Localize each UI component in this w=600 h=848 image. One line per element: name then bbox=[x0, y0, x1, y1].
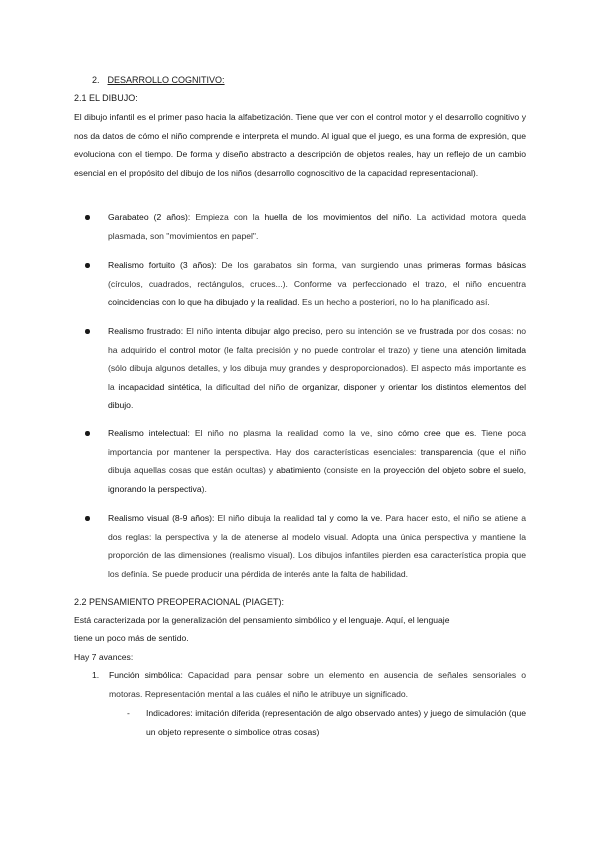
bullet-text: El niño bbox=[183, 326, 216, 336]
bullet-highlight: abatimiento bbox=[276, 465, 321, 476]
bullet-highlight: huella de los movimientos del niño bbox=[264, 212, 410, 222]
bullet-icon bbox=[85, 263, 90, 268]
bullet-text: El niño no plasma la realidad como la ve, sino bbox=[189, 428, 398, 438]
section-number: 2. bbox=[92, 75, 100, 85]
paragraph-line: Está caracterizada por la generalización del pensamiento simbólico y el lenguaje. Aquí, el lenguaje bbox=[74, 615, 450, 625]
dash-text: Indicadores: imitación diferida (representación de algo observado antes) y juego de simulación (que un objeto represente o simbolice otras cosas) bbox=[146, 708, 526, 737]
bullet-text: . Es un hecho a posteriori, no lo ha planificado así. bbox=[297, 297, 490, 308]
bullet-icon bbox=[85, 329, 90, 334]
list-item bbox=[85, 256, 526, 312]
bullet-label: Realismo visual (8-9 años): bbox=[108, 513, 215, 523]
bullet-icon bbox=[85, 516, 90, 521]
bullet-text: . Tiene poca importancia por mantener la perspectiva. Hay dos características esenciales: bbox=[108, 428, 527, 457]
list-item bbox=[85, 208, 526, 245]
item-number: 1. bbox=[92, 670, 100, 680]
bullet-text: (que el niño dibuja aquellas cosas que están ocultas) y bbox=[108, 446, 526, 476]
bullet-text: (consiste en la bbox=[320, 465, 384, 476]
section-title: DESARROLLO COGNITIVO: bbox=[107, 75, 225, 85]
bullet-label: Realismo intelectual: bbox=[108, 428, 190, 438]
bullet-text: (le falta precisión y no puede controlar el trazo) y tiene una bbox=[220, 344, 461, 355]
bullet-highlight: organizar, disponer y orientar los distintos elementos del dibujo bbox=[108, 381, 526, 411]
item-text: : Capacidad para pensar sobre un elemento en ausencia de señales sensoriales o motoras. Representación mental a las cuáles el niño le atribuye un significado. bbox=[109, 670, 527, 699]
dash-item bbox=[127, 704, 526, 741]
bullet-text: (sólo dibuja algunos detalles, y los dibuja muy grandes y desproporcionados). El aspecto más importante es la bbox=[108, 363, 526, 392]
bullet-label: Realismo frustrado: bbox=[108, 326, 184, 336]
bullet-highlight: incapacidad sintética bbox=[118, 381, 200, 392]
bullet-text: El niño dibuja la realidad bbox=[214, 513, 318, 523]
bullet-text: , la dificultad del niño de bbox=[199, 381, 303, 392]
bullet-highlight: primeras formas básicas bbox=[427, 260, 526, 270]
subsection-title-drawing: 2.1 EL DIBUJO: bbox=[74, 93, 138, 103]
bullet-highlight: intenta dibujar algo preciso bbox=[215, 326, 321, 336]
bullet-highlight: atención limitada bbox=[460, 344, 527, 355]
bullet-label: Realismo fortuito (3 años): bbox=[108, 260, 217, 270]
bullet-highlight: frustrada bbox=[419, 326, 454, 336]
item-label: Función simbólica bbox=[109, 670, 181, 680]
intro-paragraph: El dibujo infantil es el primer paso hacia la alfabetización. Tiene que ver con el control motor y el desarrollo cognitivo y nos da datos de cómo el niño comprende e interpreta el mundo. Al igual que el juego, es una forma de expresión, que evoluciona con el tiempo. De forma y diseño abstracto a descripción de objetos reales, hay un reflejo de un cambio esencial en el propósito del dibujo de los niños (desarrollo cognoscitivo de la capacidad representacional). bbox=[74, 112, 526, 178]
subsection-title-piaget: 2.2 PENSAMIENTO PREOPERACIONAL (PIAGET): bbox=[74, 597, 285, 607]
bullet-text: . Para hacer esto, el niño se atiene a dos reglas: la perspectiva y la de atenerse al modelo visual. Adopta una única perspectiva y mantiene la proporción de las dimensiones (realismo visual). Los dibujos infantiles pierden esa característica propia que los definía. Se puede producir una pérdida de interés ante la falta de habilidad. bbox=[108, 513, 526, 579]
bullet-text: . La actividad motora queda plasmada, son "movimientos en papel". bbox=[108, 212, 527, 241]
bullet-text: ). bbox=[201, 483, 207, 494]
paragraph-line: tiene un poco más de sentido. bbox=[74, 633, 189, 643]
bullet-highlight: coincidencias con lo que ha dibujado y la realidad bbox=[108, 297, 298, 308]
list-item bbox=[85, 424, 526, 498]
bullet-highlight: control motor bbox=[169, 344, 221, 355]
bullet-text: por dos cosas: no ha adquirido el bbox=[108, 326, 526, 355]
bullet-icon bbox=[85, 431, 90, 436]
advances-intro: Hay 7 avances: bbox=[74, 652, 134, 662]
bullet-highlight: proyección del objeto sobre el suelo, ignorando la perspectiva bbox=[108, 465, 526, 494]
list-item bbox=[85, 509, 526, 583]
bullet-highlight: cómo cree que es bbox=[397, 428, 475, 438]
section-heading bbox=[92, 71, 225, 90]
bullet-text: Empieza con la bbox=[190, 212, 265, 222]
dash-marker: - bbox=[127, 708, 130, 718]
bullet-label: Garabateo (2 años): bbox=[108, 212, 191, 222]
numbered-item bbox=[92, 666, 526, 703]
bullet-highlight: tal y como la ve bbox=[317, 513, 381, 523]
bullet-highlight: transparencia bbox=[420, 446, 473, 457]
list-item bbox=[85, 322, 526, 415]
bullet-text: De los garabatos sin forma, van surgiendo unas bbox=[216, 260, 428, 270]
bullet-text: (círculos, cuadrados, rectángulos, cruces...). Conforme va perfeccionado el trazo, el niño encuentra bbox=[108, 278, 526, 289]
bullet-text: . bbox=[130, 400, 134, 411]
bullet-icon bbox=[85, 215, 90, 220]
bullet-text: , pero su intención se ve bbox=[320, 326, 420, 336]
